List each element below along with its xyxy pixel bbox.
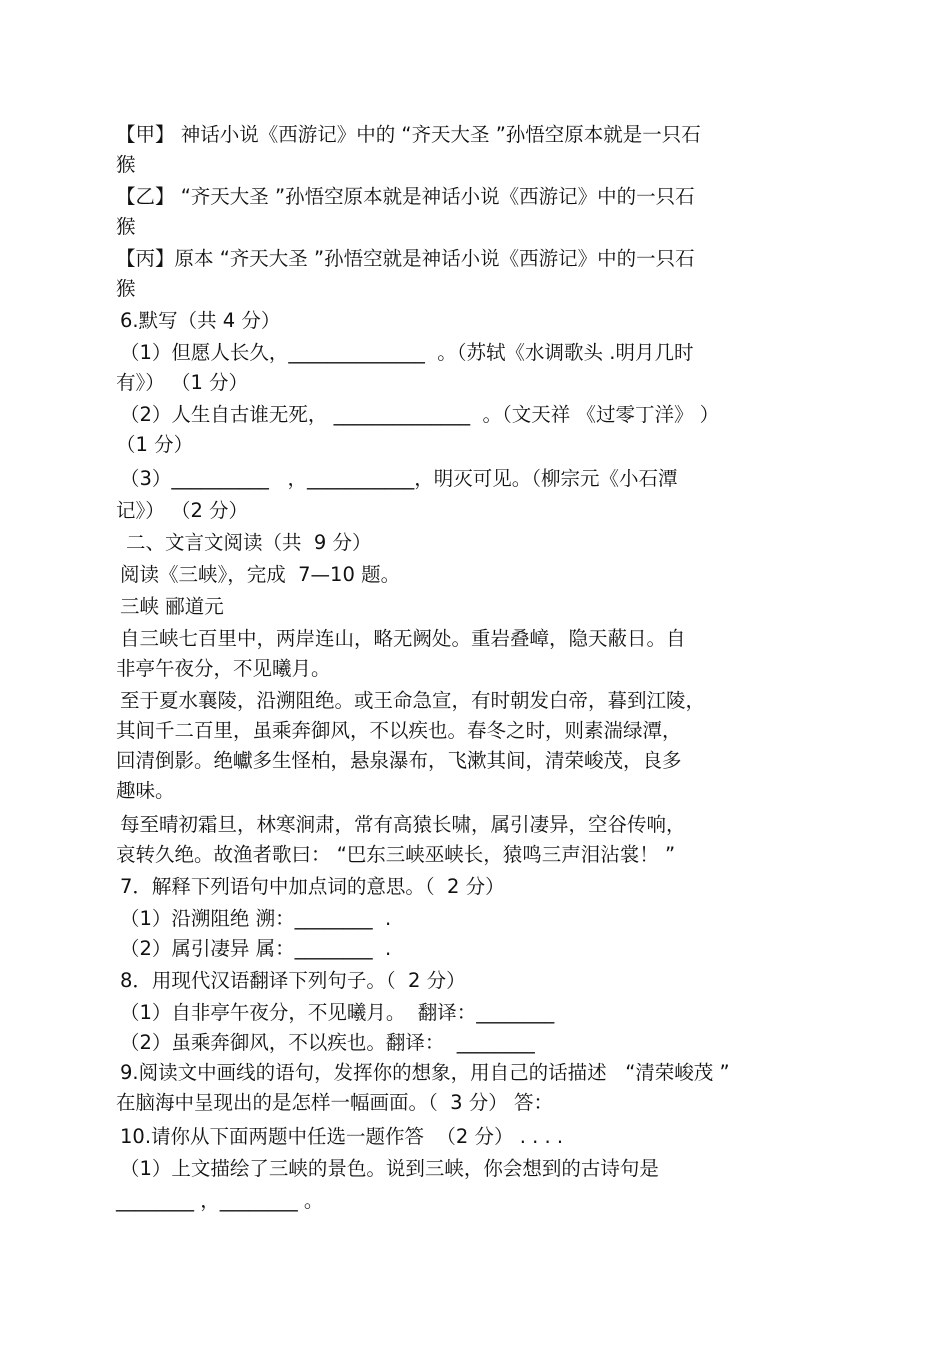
question-10-item-1: （1）上文描绘了三峡的景色。说到三峡，你会想到的古诗句是 (120, 1157, 659, 1180)
question-7-item-1: （1）沿溯阻绝 溯：________ . (120, 907, 392, 930)
section-2-heading: 二、文言文阅读（共 9 分） (126, 531, 372, 554)
passage-para-3-cont: 哀转久绝。故渔者歌曰： “巴东三峡巫峡长，猿鸣三声泪沾裳！ ” (116, 843, 676, 866)
question-8-item-2: （2）虽乘奔御风，不以疾也。翻译： ________ (120, 1031, 535, 1054)
question-9-line: 9.阅读文中画线的语句，发挥你的想象，用自己的话描述 “清荣峻茂 ” (120, 1061, 730, 1084)
question-6-item-2-cont: （1 分） (116, 433, 194, 456)
question-6-item-1: （1）但愿人长久，______________ 。（苏轼《水调歌头 .明月几时 (120, 341, 694, 364)
passage-para-3: 每至晴初霜旦，林寒涧肃，常有高猿长啸，属引凄异，空谷传响， (120, 813, 686, 836)
option-bing-line: 【丙】原本 “齐天大圣 ”孙悟空就是神话小说《西游记》中的一只石 (116, 247, 695, 270)
reading-instruction: 阅读《三峡》，完成 7—10 题。 (120, 563, 401, 586)
option-yi-continuation: 猴 (116, 215, 136, 238)
passage-para-2-cont-3: 趣味。 (116, 779, 175, 802)
question-8-item-1: （1）自非亭午夜分，不见曦月。 翻译：________ (120, 1001, 555, 1024)
question-8-heading: 8．用现代汉语翻译下列句子。（ 2 分） (120, 969, 466, 992)
passage-para-1: 自三峡七百里中，两岸连山，略无阙处。重岩叠嶂，隐天蔽日。自 (120, 627, 686, 650)
question-9-line-cont: 在脑海中呈现出的是怎样一幅画面。（ 3 分） 答： (116, 1091, 553, 1114)
question-10-item-1-cont: ________ ，________ 。 (116, 1189, 324, 1212)
question-7-item-2: （2）属引凄异 属：________ . (120, 937, 392, 960)
question-6-heading: 6.默写（共 4 分） (120, 309, 281, 332)
passage-para-2: 至于夏水襄陵，沿溯阻绝。或王命急宣，有时朝发白帝，暮到江陵， (120, 689, 706, 712)
passage-title: 三峡 郦道元 (120, 595, 224, 618)
option-bing-continuation: 猴 (116, 277, 136, 300)
question-6-item-3-cont: 记》） （2 分） (116, 499, 249, 522)
question-10-heading: 10.请你从下面两题中任选一题作答 （2 分） . . . . (120, 1125, 564, 1148)
passage-para-1-cont: 非亭午夜分，不见曦月。 (116, 657, 331, 680)
question-6-item-2: （2）人生自古谁无死， ______________ 。（文天祥 《过零丁洋》 ） (120, 403, 720, 426)
option-jia-line: 【甲】 神话小说《西游记》中的 “齐天大圣 ”孙悟空原本就是一只石 (116, 123, 701, 146)
passage-para-2-cont-2: 回清倒影。绝巘多生怪柏，悬泉瀑布，飞漱其间，清荣峻茂，良多 (116, 749, 682, 772)
option-yi-line: 【乙】 “齐天大圣 ”孙悟空原本就是神话小说《西游记》中的一只石 (116, 185, 695, 208)
question-6-item-3: （3）__________ ，___________，明灭可见。（柳宗元《小石潭 (120, 467, 678, 490)
question-6-item-1-cont: 有》） （1 分） (116, 371, 249, 394)
option-jia-continuation: 猴 (116, 153, 136, 176)
passage-para-2-cont-1: 其间千二百里，虽乘奔御风，不以疾也。春冬之时，则素湍绿潭， (116, 719, 682, 742)
question-7-heading: 7．解释下列语句中加点词的意思。（ 2 分） (120, 875, 505, 898)
